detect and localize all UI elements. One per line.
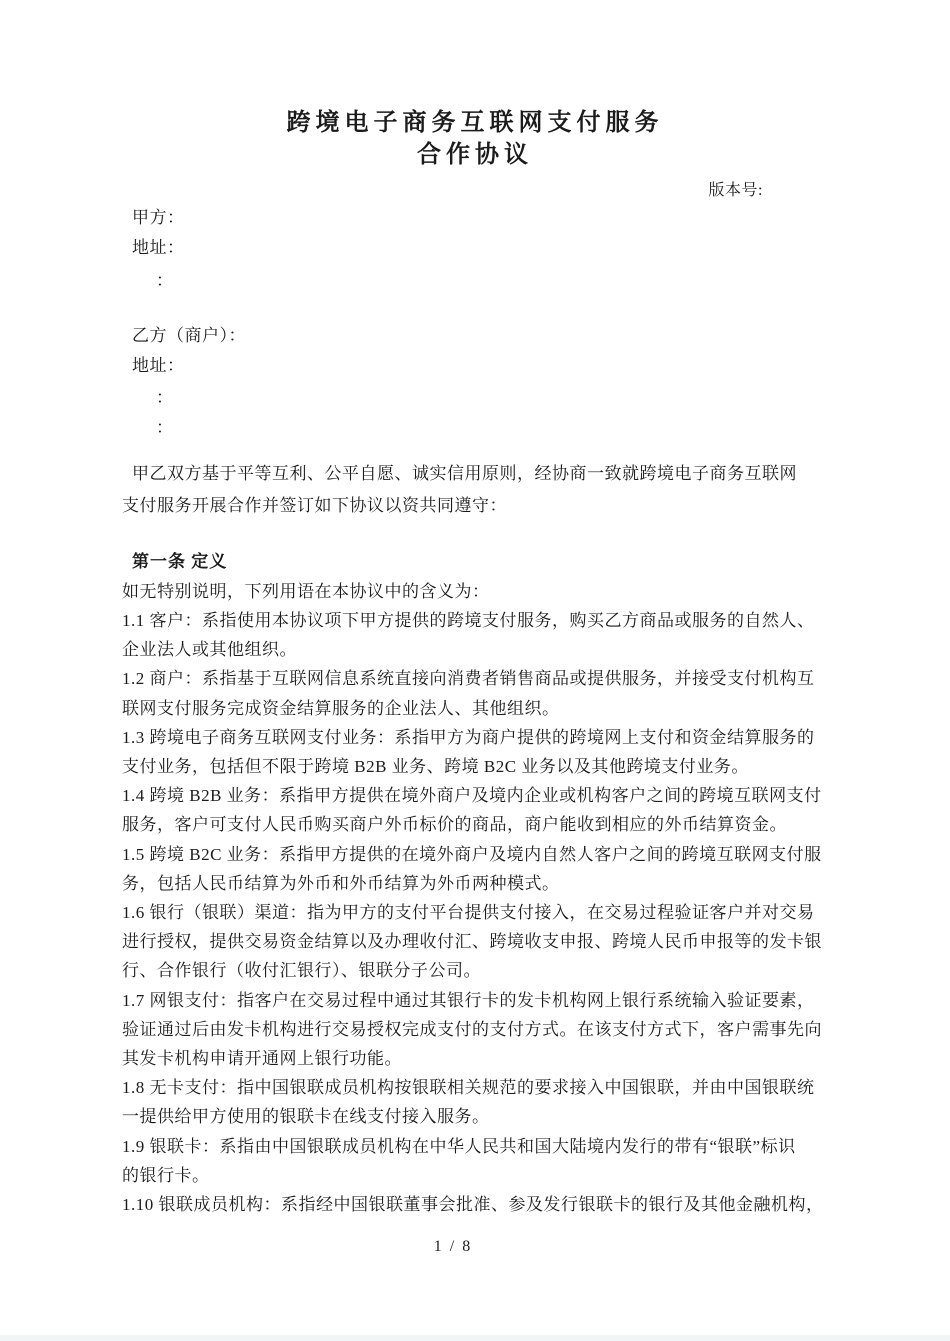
clause-1-line-2: 企业法人或其他组织。 [122,640,297,660]
preamble-line-1: 甲乙双方基于平等互利、公平自愿、诚实信用原则，经协商一致就跨境电子商务互联网 [132,464,797,483]
clause-9-line-2: 的银行卡。 [122,1165,210,1185]
preamble-line-2: 支付服务开展合作并签订如下协议以资共同遵守： [122,496,507,515]
clause-7-line-2: 验证通过后由发卡机构进行交易授权完成支付的支付方式。在该支付方式下，客户需事先向 [122,1019,822,1039]
clause-5-line-1: 1.5 跨境 B2C 业务：系指甲方提供的在境外商户及境内自然人客户之间的跨境互联网支付服 [122,844,822,864]
page-number-indicator: 1 / 8 [433,1238,473,1255]
clause-2-line-2: 联网支付服务完成资金结算服务的企业法人、其他组织。 [122,698,560,718]
clause-3-line-2: 支付业务，包括但不限于跨境 B2B 业务、跨境 B2C 业务以及其他跨境支付业务。 [122,757,749,776]
party-a-label: 甲方： [132,208,185,227]
clause-9-line-1: 1.9 银联卡：系指由中国银联成员机构在中华人民共和国大陆境内发行的带有“银联”标识 [122,1136,796,1156]
clause-4-line-1: 1.4 跨境 B2B 业务：系指甲方提供在境外商户及境内企业或机构客户之间的跨境互联网支付 [122,786,822,806]
clause-10-line-1: 1.10 银联成员机构：系指经中国银联董事会批准、参及发行银联卡的银行及其他金融机构， [122,1195,824,1214]
document-title-line2: 合作协议 [417,142,533,168]
clause-7-line-3: 其发卡机构申请开通网上银行功能。 [122,1049,402,1068]
clause-3-line-1: 1.3 跨境电子商务互联网支付业务：系指甲方为商户提供的跨境网上支付和资金结算服务的 [122,727,815,747]
clause-4-line-2: 服务，客户可支付人民币购买商户外币标价的商品，商户能收到相应的外币结算资金。 [122,815,787,835]
party-b-extra-colon-2: ： [156,418,174,437]
clause-6-line-1: 1.6 银行（银联）渠道：指为甲方的支付平台提供支付接入，在交易过程验证客户并对交易 [122,903,815,922]
clause-6-line-2: 进行授权，提供交易资金结算以及办理收付汇、跨境收支申报、跨境人民币申报等的发卡银 [122,932,822,952]
party-b-label: 乙方（商户）： [132,326,246,345]
section-1-intro: 如无特别说明，下列用语在本协议中的含义为： [122,582,490,601]
party-a-extra-colon: ： [156,271,174,290]
clause-5-line-2: 务，包括人民币结算为外币和外币结算为外币两种模式。 [122,873,560,893]
clause-1-line-1: 1.1 客户：系指使用本协议项下甲方提供的跨境支付服务，购买乙方商品或服务的自然人、 [122,611,815,630]
clause-7-line-1: 1.7 网银支付：指客户在交易过程中通过其银行卡的发卡机构网上银行系统输入验证要素， [122,990,815,1010]
party-b-extra-colon-1: ： [156,388,174,407]
document-title-line1: 跨境电子商务互联网支付服务 [286,110,664,136]
party-a-address-label: 地址： [132,238,185,257]
clause-8-line-2: 一提供给甲方使用的银联卡在线支付接入服务。 [122,1107,490,1127]
clause-6-line-3: 行、合作银行（收付汇银行）、银联分子公司。 [122,961,481,981]
version-number-label: 版本号: [708,182,763,199]
section-1-heading: 第一条 定义 [132,552,228,571]
party-b-address-label: 地址： [132,356,185,375]
page-bottom-edge [0,1335,950,1341]
clause-8-line-1: 1.8 无卡支付：指中国银联成员机构按银联相关规范的要求接入中国银联，并由中国银联统 [122,1078,815,1098]
clause-2-line-1: 1.2 商户：系指基于互联网信息系统直接向消费者销售商品或提供服务，并接受支付机构互 [122,669,815,689]
